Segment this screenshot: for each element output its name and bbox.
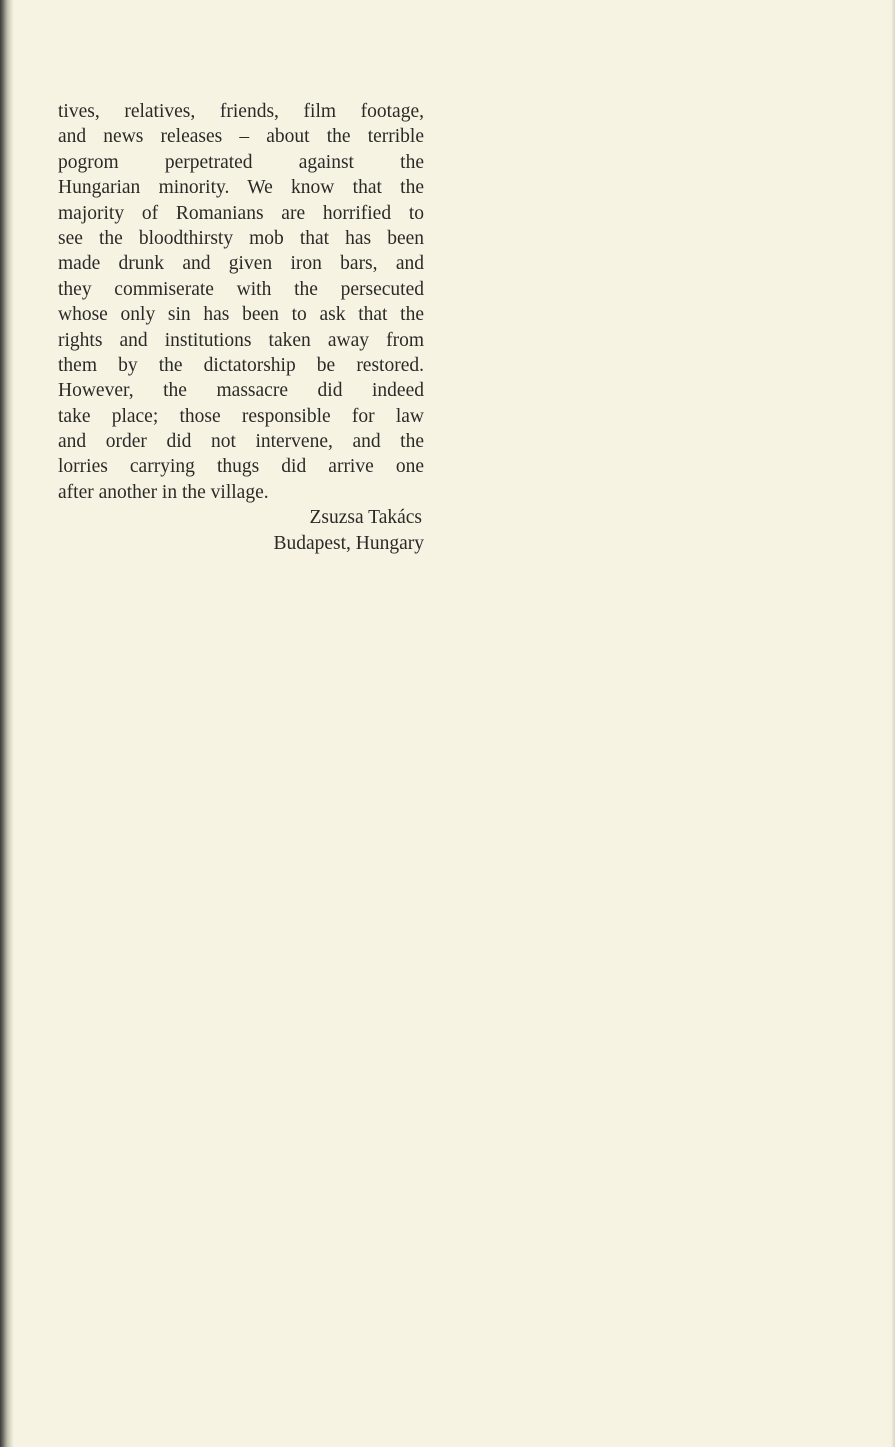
text-line: whose only sin has been to ask that the	[58, 304, 424, 326]
text-line: lorries carrying thugs did arrive one	[58, 456, 424, 478]
text-line: and order did not intervene, and the	[58, 431, 424, 453]
text-line: and news releases – about the terrible	[58, 126, 424, 148]
book-gutter-shadow	[0, 0, 14, 1447]
text-line: However, the massacre did indeed	[58, 380, 424, 402]
text-line: after another in the village.	[58, 481, 269, 503]
text-line: pogrom perpetrated against the	[58, 151, 424, 173]
text-line: majority of Romanians are horrified to	[58, 202, 424, 224]
page-edge	[891, 0, 895, 1447]
signature-location: Budapest, Hungary	[273, 532, 424, 554]
text-line: they commiserate with the persecuted	[58, 278, 424, 300]
text-line: them by the dictatorship be restored.	[58, 354, 424, 376]
text-line: made drunk and given iron bars, and	[58, 253, 424, 275]
text-line: tives, relatives, friends, film footage,	[58, 101, 424, 122]
text-line: rights and institutions taken away from	[58, 329, 424, 351]
signature-name: Zsuzsa Takács	[309, 507, 422, 529]
text-line: see the bloodthirsty mob that has been	[58, 227, 424, 249]
text-line: take place; those responsible for law	[58, 405, 424, 427]
text-line: Hungarian minority. We know that the	[58, 177, 424, 199]
letter-text	[58, 99, 424, 556]
